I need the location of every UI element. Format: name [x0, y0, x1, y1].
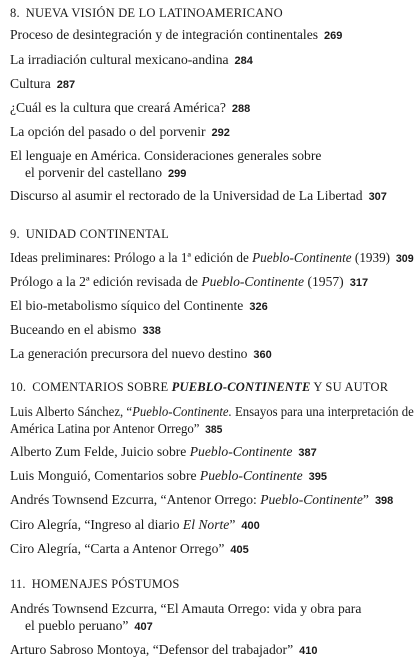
- page-number: 385: [205, 424, 223, 436]
- entry-title-suffix: ”: [229, 517, 236, 532]
- section-title-suffix: Y SU AUTOR: [310, 380, 389, 394]
- list-item: [10, 321, 161, 340]
- section-heading: [10, 577, 412, 591]
- entry-title: Proceso de desintegración y de integración continentales: [10, 27, 319, 42]
- page-number: 269: [324, 30, 343, 42]
- entry-title: Luis Alberto Sánchez, “: [10, 404, 133, 419]
- page-number: 410: [299, 645, 318, 657]
- list-item: [10, 75, 75, 94]
- book-title: Pueblo-Continente: [260, 492, 363, 507]
- list-item: [10, 467, 327, 486]
- page-number: 284: [234, 55, 253, 67]
- page-number: 287: [56, 79, 76, 91]
- entry-title-suffix: (1939): [351, 250, 391, 265]
- list-item: [10, 540, 249, 559]
- book-title: Pueblo-Continente: [201, 274, 305, 289]
- entry-title-suffix: ”: [362, 492, 369, 507]
- entry-title: Ciro Alegría, “Ingreso al diario: [10, 517, 183, 532]
- page-number: 292: [211, 127, 230, 139]
- entry-title: La irradiación cultural mexicano-andina: [10, 52, 229, 67]
- section-heading: [10, 380, 412, 394]
- entry-title-suffix: (1957): [304, 274, 344, 289]
- list-item: [10, 600, 361, 636]
- page-number: 299: [168, 168, 187, 180]
- page-number: 405: [230, 544, 249, 556]
- list-item: [10, 403, 414, 439]
- entry-title: Buceando en el abismo: [10, 322, 137, 337]
- entry-title: Andrés Townsend Ezcurra, “Antenor Orrego:: [10, 492, 261, 507]
- entry-title: Cultura: [10, 76, 51, 91]
- list-item: [10, 443, 317, 462]
- section-9: [10, 227, 412, 241]
- list-item: [10, 147, 321, 183]
- page-number: 360: [253, 349, 272, 361]
- page-number: 400: [241, 520, 260, 532]
- entry-title: La opción del pasado o del porvenir: [10, 124, 206, 139]
- entry-title-suffix: Ensayos para una interpretación de: [231, 404, 414, 419]
- list-item: [10, 51, 253, 70]
- section-number: 9.: [10, 227, 20, 241]
- book-title: Pueblo-Continente: [189, 444, 293, 459]
- list-item: [10, 123, 230, 142]
- entry-title: Luis Monguió, Comentarios sobre: [10, 468, 200, 483]
- entry-title-continued: el pueblo peruano”: [25, 618, 129, 633]
- book-title: Pueblo-Continente.: [132, 404, 232, 419]
- page-number: 395: [308, 471, 327, 483]
- entry-title: Discurso al asumir el rectorado de la Universidad de La Libertad: [10, 188, 363, 203]
- page-number: 398: [374, 495, 394, 507]
- section-title: COMENTARIOS SOBRE: [32, 380, 172, 394]
- entry-title: La generación precursora del nuevo destino: [10, 346, 248, 361]
- page-number: 309: [395, 253, 414, 265]
- list-item: [10, 641, 317, 660]
- page-number: 407: [134, 621, 153, 633]
- entry-title: Ideas preliminares: Prólogo a la 1ª edición de: [10, 250, 253, 265]
- page-number: 288: [231, 103, 251, 115]
- section-number: 10.: [10, 380, 27, 394]
- entry-title: Alberto Zum Felde, Juicio sobre: [10, 444, 190, 459]
- list-item: [10, 26, 342, 45]
- entry-title: Prólogo a la 2ª edición revisada de: [10, 274, 202, 289]
- entry-title: Ciro Alegría, “Carta a Antenor Orrego”: [10, 541, 225, 556]
- list-item: [10, 187, 387, 206]
- page-number: 307: [368, 191, 387, 203]
- list-item: [10, 516, 260, 535]
- list-item: [10, 273, 368, 292]
- section-11: [10, 577, 412, 591]
- entry-title: El bio-metabolismo síquico del Continente: [10, 298, 244, 313]
- list-item: [10, 491, 393, 510]
- book-title: Pueblo-Continente: [252, 250, 352, 265]
- page-number: 387: [298, 447, 317, 459]
- entry-title: El lenguaje en América. Consideraciones generales sobre: [10, 148, 322, 163]
- section-heading: [10, 227, 412, 241]
- section-title: HOMENAJES PÓSTUMOS: [31, 577, 180, 591]
- section-8: [10, 6, 412, 20]
- book-title: El Norte: [182, 517, 230, 532]
- list-item: [10, 249, 414, 268]
- section-title-book: PUEBLO-CONTINENTE: [171, 380, 311, 394]
- entry-title-continued: América Latina por Antenor Orrego”: [10, 421, 200, 436]
- section-title: NUEVA VISIÓN DE LO LATINOAMERICANO: [25, 6, 283, 20]
- section-number: 8.: [10, 6, 20, 20]
- section-heading: [10, 6, 412, 20]
- list-item: [10, 99, 250, 118]
- book-title: Pueblo-Continente: [199, 468, 303, 483]
- entry-title: Arturo Sabroso Montoya, “Defensor del trabajador”: [10, 642, 294, 657]
- section-title: UNIDAD CONTINENTAL: [25, 227, 169, 241]
- list-item: [10, 297, 268, 316]
- section-number: 11.: [10, 577, 26, 591]
- list-item: [10, 345, 272, 364]
- entry-title: ¿Cuál es la cultura que creará América?: [10, 100, 226, 115]
- entry-title-continued: el porvenir del castellano: [25, 165, 163, 180]
- section-10: [10, 380, 412, 394]
- entry-title: Andrés Townsend Ezcurra, “El Amauta Orrego: vida y obra para: [10, 601, 362, 616]
- page-number: 317: [349, 277, 369, 289]
- page-number: 338: [142, 325, 161, 337]
- page-number: 326: [249, 301, 268, 313]
